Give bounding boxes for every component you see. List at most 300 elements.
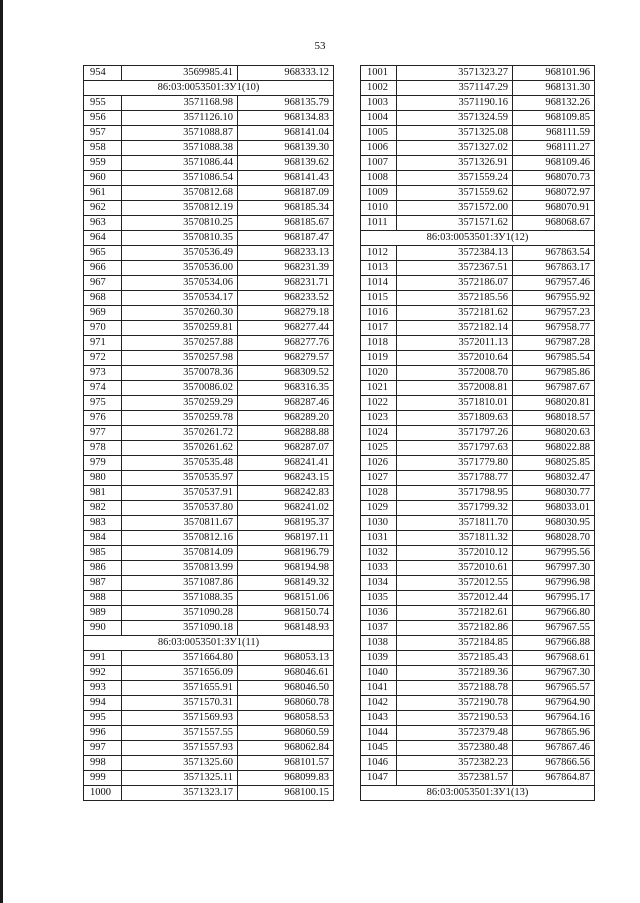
point-number-cell: 1037 <box>361 621 397 636</box>
point-number-cell: 1015 <box>361 291 397 306</box>
point-number-cell: 1011 <box>361 216 397 231</box>
table-row <box>84 486 334 501</box>
point-number-cell: 1034 <box>361 576 397 591</box>
table-row <box>361 546 595 561</box>
y-coordinate-cell: 967967.55 <box>513 621 595 636</box>
point-number-cell: 969 <box>84 306 122 321</box>
point-number-cell: 995 <box>84 711 122 726</box>
y-coordinate-cell: 968141.43 <box>238 171 334 186</box>
coordinates-table-left <box>83 65 334 801</box>
y-coordinate-cell: 968068.67 <box>513 216 595 231</box>
y-coordinate-cell: 967985.54 <box>513 351 595 366</box>
table-row <box>361 666 595 681</box>
x-coordinate-cell: 3571325.11 <box>122 771 238 786</box>
y-coordinate-cell: 968060.59 <box>238 726 334 741</box>
x-coordinate-cell: 3572189.36 <box>397 666 513 681</box>
y-coordinate-cell: 967955.92 <box>513 291 595 306</box>
point-number-cell: 1020 <box>361 366 397 381</box>
y-coordinate-cell: 968316.35 <box>238 381 334 396</box>
y-coordinate-cell: 968289.20 <box>238 411 334 426</box>
x-coordinate-cell: 3572186.07 <box>397 276 513 291</box>
x-coordinate-cell: 3570537.91 <box>122 486 238 501</box>
x-coordinate-cell: 3571088.35 <box>122 591 238 606</box>
y-coordinate-cell: 967863.54 <box>513 246 595 261</box>
point-number-cell: 954 <box>84 66 122 81</box>
x-coordinate-cell: 3571797.63 <box>397 441 513 456</box>
y-coordinate-cell: 968195.37 <box>238 516 334 531</box>
point-number-cell: 960 <box>84 171 122 186</box>
y-coordinate-cell: 968030.95 <box>513 516 595 531</box>
y-coordinate-cell: 968101.96 <box>513 66 595 81</box>
point-number-cell: 1038 <box>361 636 397 651</box>
y-coordinate-cell: 968185.67 <box>238 216 334 231</box>
x-coordinate-cell: 3570536.49 <box>122 246 238 261</box>
x-coordinate-cell: 3570259.29 <box>122 396 238 411</box>
x-coordinate-cell: 3570259.81 <box>122 321 238 336</box>
point-number-cell: 1022 <box>361 396 397 411</box>
y-coordinate-cell: 968279.57 <box>238 351 334 366</box>
x-coordinate-cell: 3570257.98 <box>122 351 238 366</box>
x-coordinate-cell: 3572185.43 <box>397 651 513 666</box>
y-coordinate-cell: 968020.63 <box>513 426 595 441</box>
x-coordinate-cell: 3571327.02 <box>397 141 513 156</box>
y-coordinate-cell: 968233.52 <box>238 291 334 306</box>
table-row <box>361 471 595 486</box>
x-coordinate-cell: 3571809.63 <box>397 411 513 426</box>
x-coordinate-cell: 3570534.06 <box>122 276 238 291</box>
y-coordinate-cell: 968231.39 <box>238 261 334 276</box>
x-coordinate-cell: 3572181.62 <box>397 306 513 321</box>
point-number-cell: 1006 <box>361 141 397 156</box>
page-number: 53 <box>314 40 326 52</box>
x-coordinate-cell: 3571088.87 <box>122 126 238 141</box>
y-coordinate-cell: 968099.83 <box>238 771 334 786</box>
point-number-cell: 1046 <box>361 756 397 771</box>
y-coordinate-cell: 968277.76 <box>238 336 334 351</box>
point-number-cell: 963 <box>84 216 122 231</box>
point-number-cell: 955 <box>84 96 122 111</box>
point-number-cell: 974 <box>84 381 122 396</box>
y-coordinate-cell: 967966.80 <box>513 606 595 621</box>
point-number-cell: 989 <box>84 606 122 621</box>
y-coordinate-cell: 968333.12 <box>238 66 334 81</box>
table-row <box>361 426 595 441</box>
y-coordinate-cell: 968242.83 <box>238 486 334 501</box>
section-header-row <box>84 636 334 651</box>
table-row <box>361 486 595 501</box>
point-number-cell: 956 <box>84 111 122 126</box>
x-coordinate-cell: 3569985.41 <box>122 66 238 81</box>
point-number-cell: 1016 <box>361 306 397 321</box>
x-coordinate-cell: 3570260.30 <box>122 306 238 321</box>
point-number-cell: 966 <box>84 261 122 276</box>
point-number-cell: 993 <box>84 681 122 696</box>
point-number-cell: 1039 <box>361 651 397 666</box>
point-number-cell: 1013 <box>361 261 397 276</box>
table-row <box>84 681 334 696</box>
x-coordinate-cell: 3571798.95 <box>397 486 513 501</box>
point-number-cell: 986 <box>84 561 122 576</box>
x-coordinate-cell: 3572380.48 <box>397 741 513 756</box>
x-coordinate-cell: 3571559.24 <box>397 171 513 186</box>
y-coordinate-cell: 967987.28 <box>513 336 595 351</box>
point-number-cell: 991 <box>84 651 122 666</box>
y-coordinate-cell: 968139.30 <box>238 141 334 156</box>
point-number-cell: 1003 <box>361 96 397 111</box>
x-coordinate-cell: 3572012.55 <box>397 576 513 591</box>
point-number-cell: 1002 <box>361 81 397 96</box>
y-coordinate-cell: 967865.96 <box>513 726 595 741</box>
y-coordinate-cell: 967965.57 <box>513 681 595 696</box>
y-coordinate-cell: 968150.74 <box>238 606 334 621</box>
point-number-cell: 957 <box>84 126 122 141</box>
y-coordinate-cell: 968046.50 <box>238 681 334 696</box>
y-coordinate-cell: 968194.98 <box>238 561 334 576</box>
y-coordinate-cell: 967996.98 <box>513 576 595 591</box>
y-coordinate-cell: 968072.97 <box>513 186 595 201</box>
table-row <box>361 696 595 711</box>
point-number-cell: 1025 <box>361 441 397 456</box>
point-number-cell: 1004 <box>361 111 397 126</box>
y-coordinate-cell: 968139.62 <box>238 156 334 171</box>
x-coordinate-cell: 3571799.32 <box>397 501 513 516</box>
table-row <box>84 786 334 801</box>
cadastral-section-label: 86:03:0053501:ЗУ1(10) <box>84 81 334 96</box>
y-coordinate-cell: 968243.15 <box>238 471 334 486</box>
point-number-cell: 958 <box>84 141 122 156</box>
table-row <box>361 726 595 741</box>
table-row <box>361 141 595 156</box>
table-row <box>361 66 595 81</box>
table-row <box>84 216 334 231</box>
x-coordinate-cell: 3571323.27 <box>397 66 513 81</box>
table-row <box>84 501 334 516</box>
x-coordinate-cell: 3571664.80 <box>122 651 238 666</box>
x-coordinate-cell: 3570812.68 <box>122 186 238 201</box>
table-row <box>361 366 595 381</box>
table-row <box>361 186 595 201</box>
point-number-cell: 990 <box>84 621 122 636</box>
x-coordinate-cell: 3571325.08 <box>397 126 513 141</box>
table-row <box>84 141 334 156</box>
point-number-cell: 964 <box>84 231 122 246</box>
x-coordinate-cell: 3570535.97 <box>122 471 238 486</box>
table-row <box>84 726 334 741</box>
table-row <box>84 201 334 216</box>
point-number-cell: 1027 <box>361 471 397 486</box>
table-row <box>361 276 595 291</box>
point-number-cell: 985 <box>84 546 122 561</box>
x-coordinate-cell: 3572008.70 <box>397 366 513 381</box>
table-row <box>84 366 334 381</box>
table-row <box>84 606 334 621</box>
table-row <box>361 456 595 471</box>
point-number-cell: 984 <box>84 531 122 546</box>
y-coordinate-cell: 967957.23 <box>513 306 595 321</box>
x-coordinate-cell: 3570810.25 <box>122 216 238 231</box>
point-number-cell: 1036 <box>361 606 397 621</box>
table-row <box>361 306 595 321</box>
point-number-cell: 996 <box>84 726 122 741</box>
point-number-cell: 1043 <box>361 711 397 726</box>
point-number-cell: 979 <box>84 456 122 471</box>
y-coordinate-cell: 968277.44 <box>238 321 334 336</box>
x-coordinate-cell: 3570534.17 <box>122 291 238 306</box>
x-coordinate-cell: 3571557.93 <box>122 741 238 756</box>
table-row <box>361 771 595 786</box>
table-row <box>84 246 334 261</box>
y-coordinate-cell: 967867.46 <box>513 741 595 756</box>
table-row <box>84 576 334 591</box>
point-number-cell: 975 <box>84 396 122 411</box>
y-coordinate-cell: 967966.88 <box>513 636 595 651</box>
point-number-cell: 1029 <box>361 501 397 516</box>
table-row <box>84 471 334 486</box>
table-row <box>361 681 595 696</box>
table-row <box>84 456 334 471</box>
x-coordinate-cell: 3571810.01 <box>397 396 513 411</box>
table-row <box>361 246 595 261</box>
table-row <box>361 336 595 351</box>
table-row <box>361 81 595 96</box>
x-coordinate-cell: 3571570.31 <box>122 696 238 711</box>
point-number-cell: 987 <box>84 576 122 591</box>
point-number-cell: 1010 <box>361 201 397 216</box>
table-row <box>84 531 334 546</box>
x-coordinate-cell: 3571086.44 <box>122 156 238 171</box>
point-number-cell: 999 <box>84 771 122 786</box>
point-number-cell: 1026 <box>361 456 397 471</box>
cadastral-section-label: 86:03:0053501:ЗУ1(12) <box>361 231 595 246</box>
y-coordinate-cell: 967957.46 <box>513 276 595 291</box>
y-coordinate-cell: 968058.53 <box>238 711 334 726</box>
table-row <box>84 111 334 126</box>
x-coordinate-cell: 3571797.26 <box>397 426 513 441</box>
x-coordinate-cell: 3570257.88 <box>122 336 238 351</box>
table-row <box>361 156 595 171</box>
x-coordinate-cell: 3571779.80 <box>397 456 513 471</box>
y-coordinate-cell: 967997.30 <box>513 561 595 576</box>
table-row <box>84 441 334 456</box>
y-coordinate-cell: 968053.13 <box>238 651 334 666</box>
cadastral-section-label: 86:03:0053501:ЗУ1(11) <box>84 636 334 651</box>
x-coordinate-cell: 3571569.93 <box>122 711 238 726</box>
point-number-cell: 981 <box>84 486 122 501</box>
x-coordinate-cell: 3570812.19 <box>122 201 238 216</box>
scan-edge-bar <box>0 0 3 903</box>
table-row <box>84 261 334 276</box>
y-coordinate-cell: 968109.46 <box>513 156 595 171</box>
table-row <box>361 756 595 771</box>
table-row <box>361 216 595 231</box>
point-number-cell: 1033 <box>361 561 397 576</box>
section-header-row <box>84 81 334 96</box>
table-row <box>361 576 595 591</box>
point-number-cell: 972 <box>84 351 122 366</box>
table-row <box>84 96 334 111</box>
table-row <box>84 591 334 606</box>
x-coordinate-cell: 3572381.57 <box>397 771 513 786</box>
x-coordinate-cell: 3570537.80 <box>122 501 238 516</box>
point-number-cell: 1001 <box>361 66 397 81</box>
table-row <box>361 516 595 531</box>
x-coordinate-cell: 3571559.62 <box>397 186 513 201</box>
x-coordinate-cell: 3571811.70 <box>397 516 513 531</box>
section-header-row <box>361 231 595 246</box>
x-coordinate-cell: 3572010.61 <box>397 561 513 576</box>
table-row <box>84 651 334 666</box>
y-coordinate-cell: 968241.41 <box>238 456 334 471</box>
x-coordinate-cell: 3571147.29 <box>397 81 513 96</box>
point-number-cell: 961 <box>84 186 122 201</box>
point-number-cell: 1007 <box>361 156 397 171</box>
y-coordinate-cell: 967866.56 <box>513 756 595 771</box>
x-coordinate-cell: 3571788.77 <box>397 471 513 486</box>
point-number-cell: 1009 <box>361 186 397 201</box>
x-coordinate-cell: 3571190.16 <box>397 96 513 111</box>
table-row <box>361 321 595 336</box>
point-number-cell: 994 <box>84 696 122 711</box>
x-coordinate-cell: 3572008.81 <box>397 381 513 396</box>
table-row <box>84 756 334 771</box>
y-coordinate-cell: 967985.86 <box>513 366 595 381</box>
x-coordinate-cell: 3571168.98 <box>122 96 238 111</box>
y-coordinate-cell: 968030.77 <box>513 486 595 501</box>
y-coordinate-cell: 968060.78 <box>238 696 334 711</box>
point-number-cell: 1014 <box>361 276 397 291</box>
y-coordinate-cell: 968233.13 <box>238 246 334 261</box>
y-coordinate-cell: 968134.83 <box>238 111 334 126</box>
y-coordinate-cell: 967987.67 <box>513 381 595 396</box>
table-row <box>361 351 595 366</box>
table-row <box>361 171 595 186</box>
table-row <box>361 711 595 726</box>
point-number-cell: 1028 <box>361 486 397 501</box>
x-coordinate-cell: 3572367.51 <box>397 261 513 276</box>
y-coordinate-cell: 968196.79 <box>238 546 334 561</box>
y-coordinate-cell: 968070.73 <box>513 171 595 186</box>
table-row <box>84 66 334 81</box>
y-coordinate-cell: 968100.15 <box>238 786 334 801</box>
table-row <box>361 621 595 636</box>
y-coordinate-cell: 968131.30 <box>513 81 595 96</box>
y-coordinate-cell: 968151.06 <box>238 591 334 606</box>
y-coordinate-cell: 968111.59 <box>513 126 595 141</box>
y-coordinate-cell: 968309.52 <box>238 366 334 381</box>
y-coordinate-cell: 967968.61 <box>513 651 595 666</box>
point-number-cell: 1045 <box>361 741 397 756</box>
y-coordinate-cell: 967863.17 <box>513 261 595 276</box>
table-row <box>84 696 334 711</box>
section-header-row <box>361 786 595 801</box>
table-row <box>84 711 334 726</box>
x-coordinate-cell: 3570078.36 <box>122 366 238 381</box>
point-number-cell: 1023 <box>361 411 397 426</box>
y-coordinate-cell: 967864.87 <box>513 771 595 786</box>
table-row <box>361 291 595 306</box>
y-coordinate-cell: 968070.91 <box>513 201 595 216</box>
x-coordinate-cell: 3571126.10 <box>122 111 238 126</box>
point-number-cell: 973 <box>84 366 122 381</box>
point-number-cell: 967 <box>84 276 122 291</box>
table-row <box>361 741 595 756</box>
table-row <box>84 396 334 411</box>
table-row <box>84 126 334 141</box>
y-coordinate-cell: 968287.07 <box>238 441 334 456</box>
table-row <box>361 441 595 456</box>
y-coordinate-cell: 968025.85 <box>513 456 595 471</box>
x-coordinate-cell: 3572011.13 <box>397 336 513 351</box>
x-coordinate-cell: 3572188.78 <box>397 681 513 696</box>
table-row <box>84 351 334 366</box>
y-coordinate-cell: 968101.57 <box>238 756 334 771</box>
point-number-cell: 976 <box>84 411 122 426</box>
x-coordinate-cell: 3572010.12 <box>397 546 513 561</box>
y-coordinate-cell: 968032.47 <box>513 471 595 486</box>
point-number-cell: 1042 <box>361 696 397 711</box>
table-row <box>84 186 334 201</box>
x-coordinate-cell: 3571090.18 <box>122 621 238 636</box>
table-row <box>361 636 595 651</box>
point-number-cell: 970 <box>84 321 122 336</box>
x-coordinate-cell: 3570812.16 <box>122 531 238 546</box>
y-coordinate-cell: 968287.46 <box>238 396 334 411</box>
y-coordinate-cell: 968187.09 <box>238 186 334 201</box>
point-number-cell: 971 <box>84 336 122 351</box>
table-row <box>84 336 334 351</box>
x-coordinate-cell: 3572185.56 <box>397 291 513 306</box>
point-number-cell: 1012 <box>361 246 397 261</box>
point-number-cell: 1000 <box>84 786 122 801</box>
y-coordinate-cell: 967964.90 <box>513 696 595 711</box>
point-number-cell: 1032 <box>361 546 397 561</box>
y-coordinate-cell: 967995.17 <box>513 591 595 606</box>
table-row <box>84 231 334 246</box>
x-coordinate-cell: 3571655.91 <box>122 681 238 696</box>
point-number-cell: 1017 <box>361 321 397 336</box>
y-coordinate-cell: 968288.88 <box>238 426 334 441</box>
x-coordinate-cell: 3572182.61 <box>397 606 513 621</box>
x-coordinate-cell: 3571087.86 <box>122 576 238 591</box>
table-row <box>84 426 334 441</box>
table-row <box>361 606 595 621</box>
table-row <box>84 276 334 291</box>
table-row <box>84 306 334 321</box>
y-coordinate-cell: 968135.79 <box>238 96 334 111</box>
table-row <box>361 261 595 276</box>
x-coordinate-cell: 3572182.86 <box>397 621 513 636</box>
point-number-cell: 965 <box>84 246 122 261</box>
table-row <box>361 396 595 411</box>
point-number-cell: 1018 <box>361 336 397 351</box>
table-row <box>361 381 595 396</box>
table-row <box>84 291 334 306</box>
y-coordinate-cell: 968046.61 <box>238 666 334 681</box>
y-coordinate-cell: 967964.16 <box>513 711 595 726</box>
x-coordinate-cell: 3571811.32 <box>397 531 513 546</box>
x-coordinate-cell: 3572190.78 <box>397 696 513 711</box>
table-row <box>84 666 334 681</box>
y-coordinate-cell: 968197.11 <box>238 531 334 546</box>
x-coordinate-cell: 3571090.28 <box>122 606 238 621</box>
y-coordinate-cell: 968279.18 <box>238 306 334 321</box>
point-number-cell: 1005 <box>361 126 397 141</box>
point-number-cell: 962 <box>84 201 122 216</box>
y-coordinate-cell: 968062.84 <box>238 741 334 756</box>
x-coordinate-cell: 3571324.59 <box>397 111 513 126</box>
table-row <box>361 96 595 111</box>
table-row <box>84 411 334 426</box>
